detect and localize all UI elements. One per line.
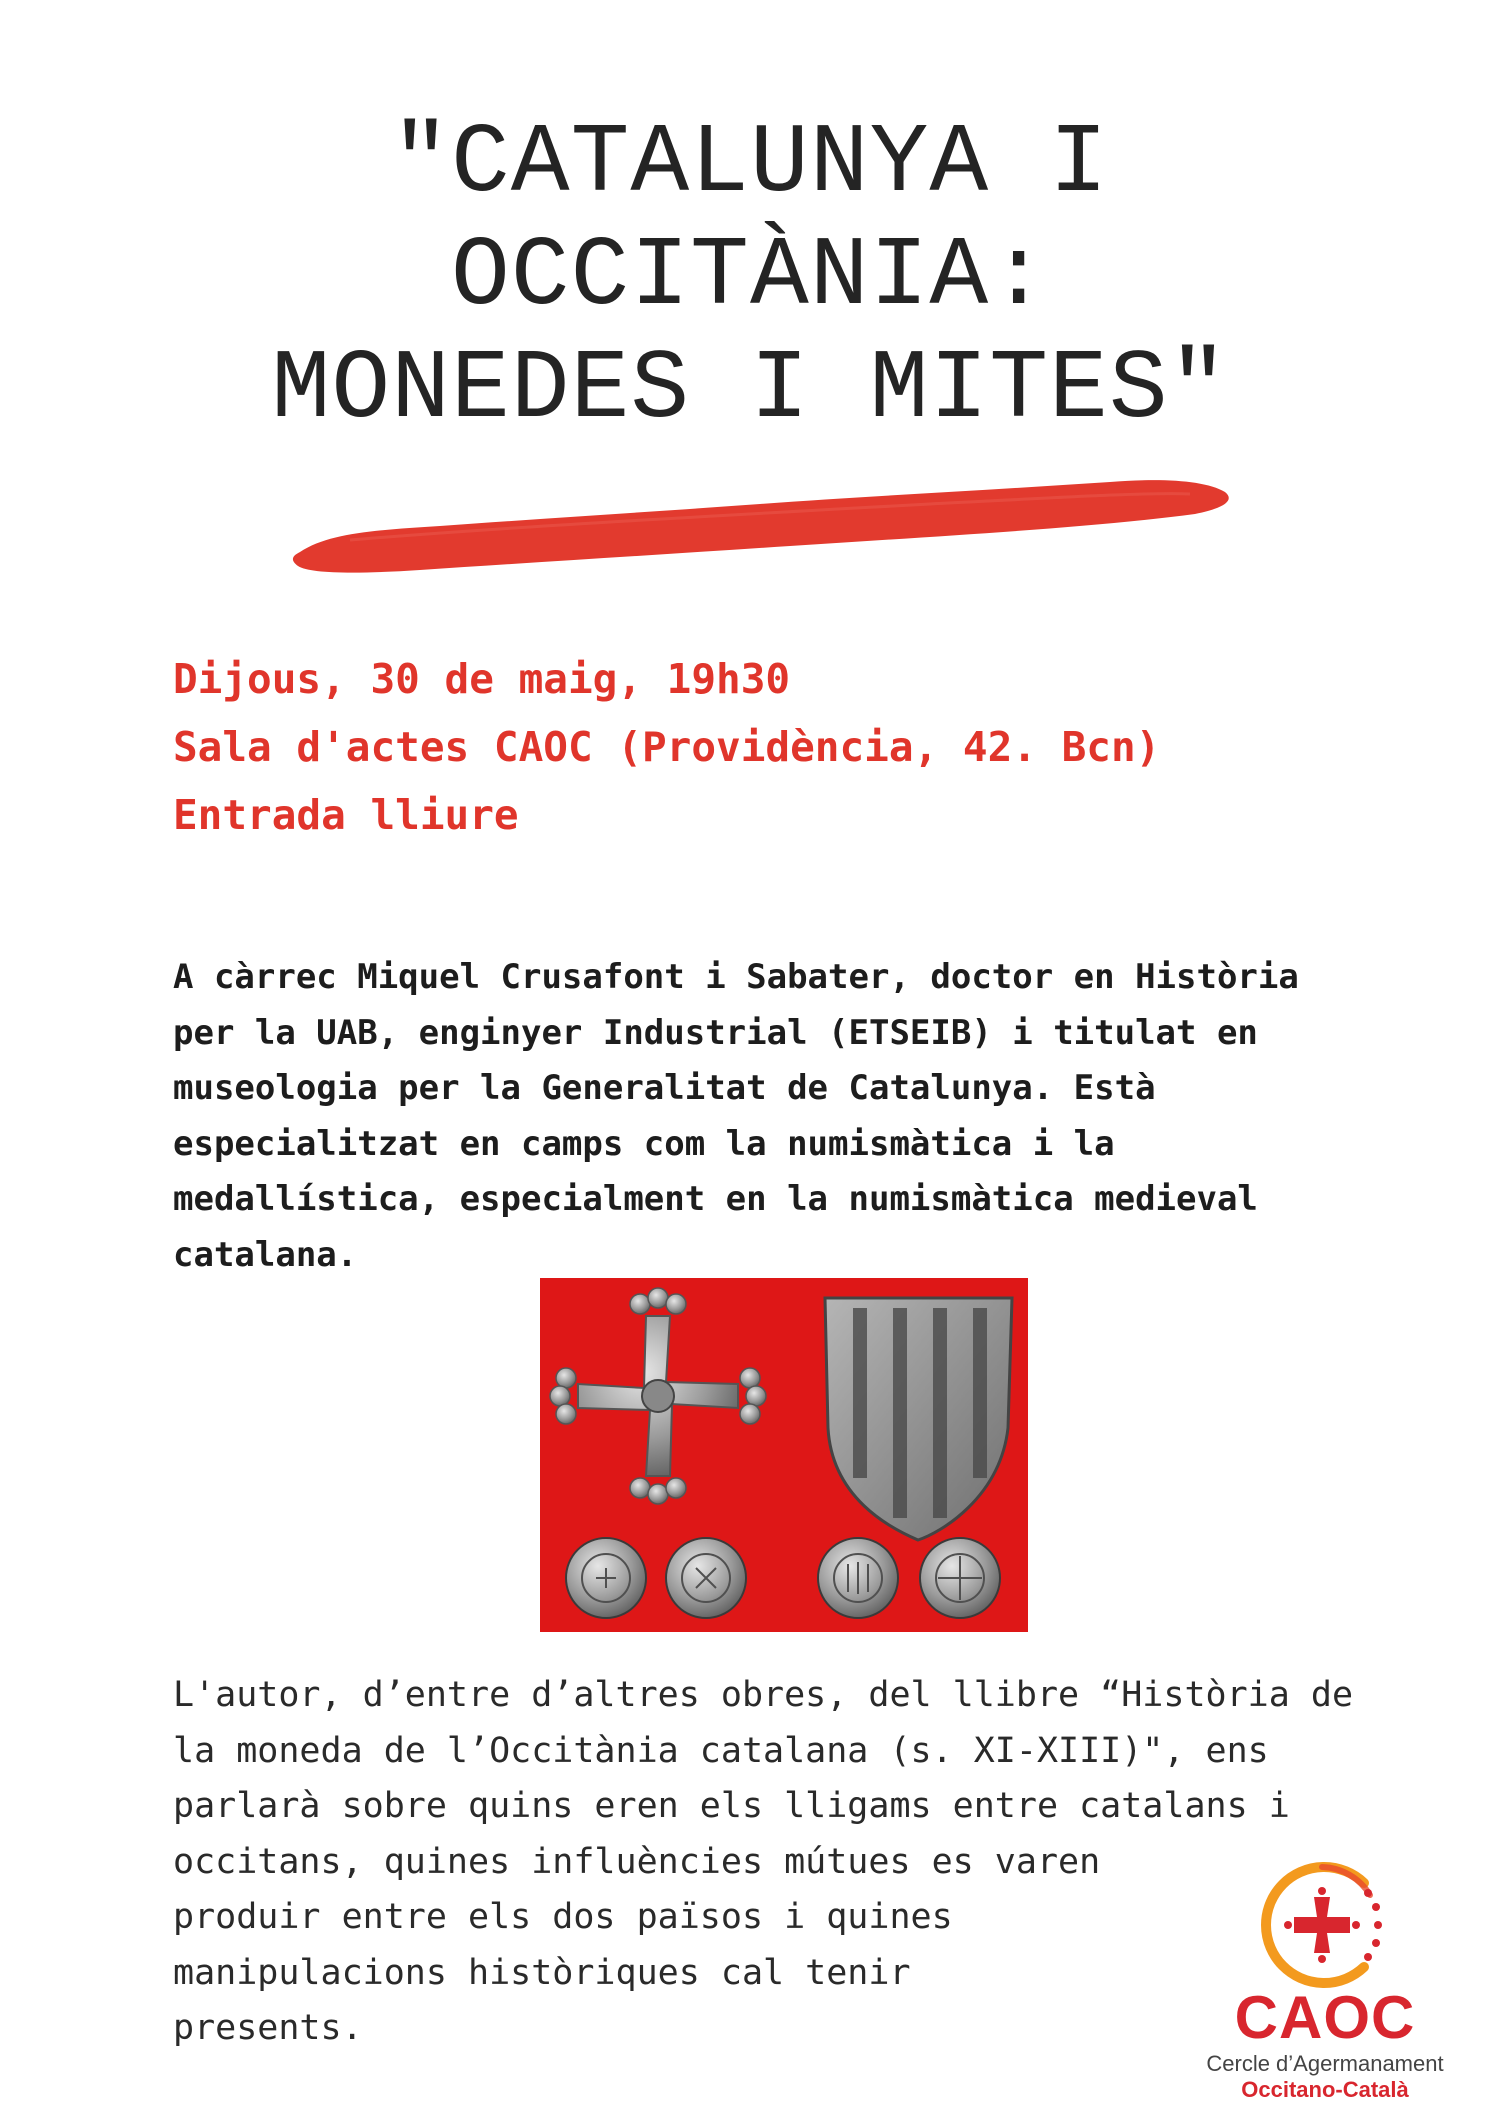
bio-line: catalana. [173, 1234, 358, 1275]
description-line: L'autor, d’entre d’altres obres, del llibre “Història de [173, 1675, 1354, 1715]
coins-photo [540, 1278, 1028, 1632]
logo-subtitle: Cercle d’Agermanament [1206, 2051, 1444, 2076]
bio-line: per la UAB, enginyer Industrial (ETSEIB) i titulat en [173, 1012, 1258, 1053]
logo-name: CAOC [1234, 1984, 1416, 2051]
event-date: Dijous, 30 de maig, 19h30 [173, 655, 791, 703]
event-details [173, 645, 1423, 849]
event-venue: Sala d'actes CAOC (Providència, 42. Bcn) [173, 723, 1161, 771]
logo-subtitle-red: Occitano-Català [1241, 2077, 1409, 2102]
description-line: parlarà sobre quins eren els lligams entre catalans i [173, 1786, 1290, 1826]
description-line: occitans, quines influències mútues es varen [173, 1841, 1101, 1882]
description-line: la moneda de l’Occitània catalana (s. XI-XIII)", ens [173, 1730, 1269, 1771]
description-line: manipulacions històriques cal tenir [173, 1952, 911, 1993]
description-line: produir entre els dos països i quines [173, 1897, 953, 1937]
catalan-shield-medal [825, 1298, 1012, 1540]
red-brush-stroke [290, 470, 1240, 580]
description-line: presents. [173, 2008, 363, 2048]
bio-line: especialitzat en camps com la numismàtica i la [173, 1123, 1115, 1164]
poster-title: "CATALUNYA I OCCITÀNIA: MONEDES I MITES" [271, 109, 1229, 446]
caoc-logo [1160, 1855, 1490, 2102]
occitan-cross-icon [1252, 1855, 1392, 1995]
bio-line: medallística, especialment en la numismàtica medieval [173, 1179, 1258, 1219]
small-coins [566, 1538, 1000, 1618]
event-entry: Entrada lliure [173, 791, 519, 839]
bio-line: museologia per la Generalitat de Catalunya. Està [173, 1068, 1156, 1108]
bio-line: A càrrec Miquel Crusafont i Sabater, doctor en Història [173, 957, 1299, 997]
speaker-bio [173, 950, 1473, 1283]
occitan-cross-medal [550, 1288, 766, 1504]
